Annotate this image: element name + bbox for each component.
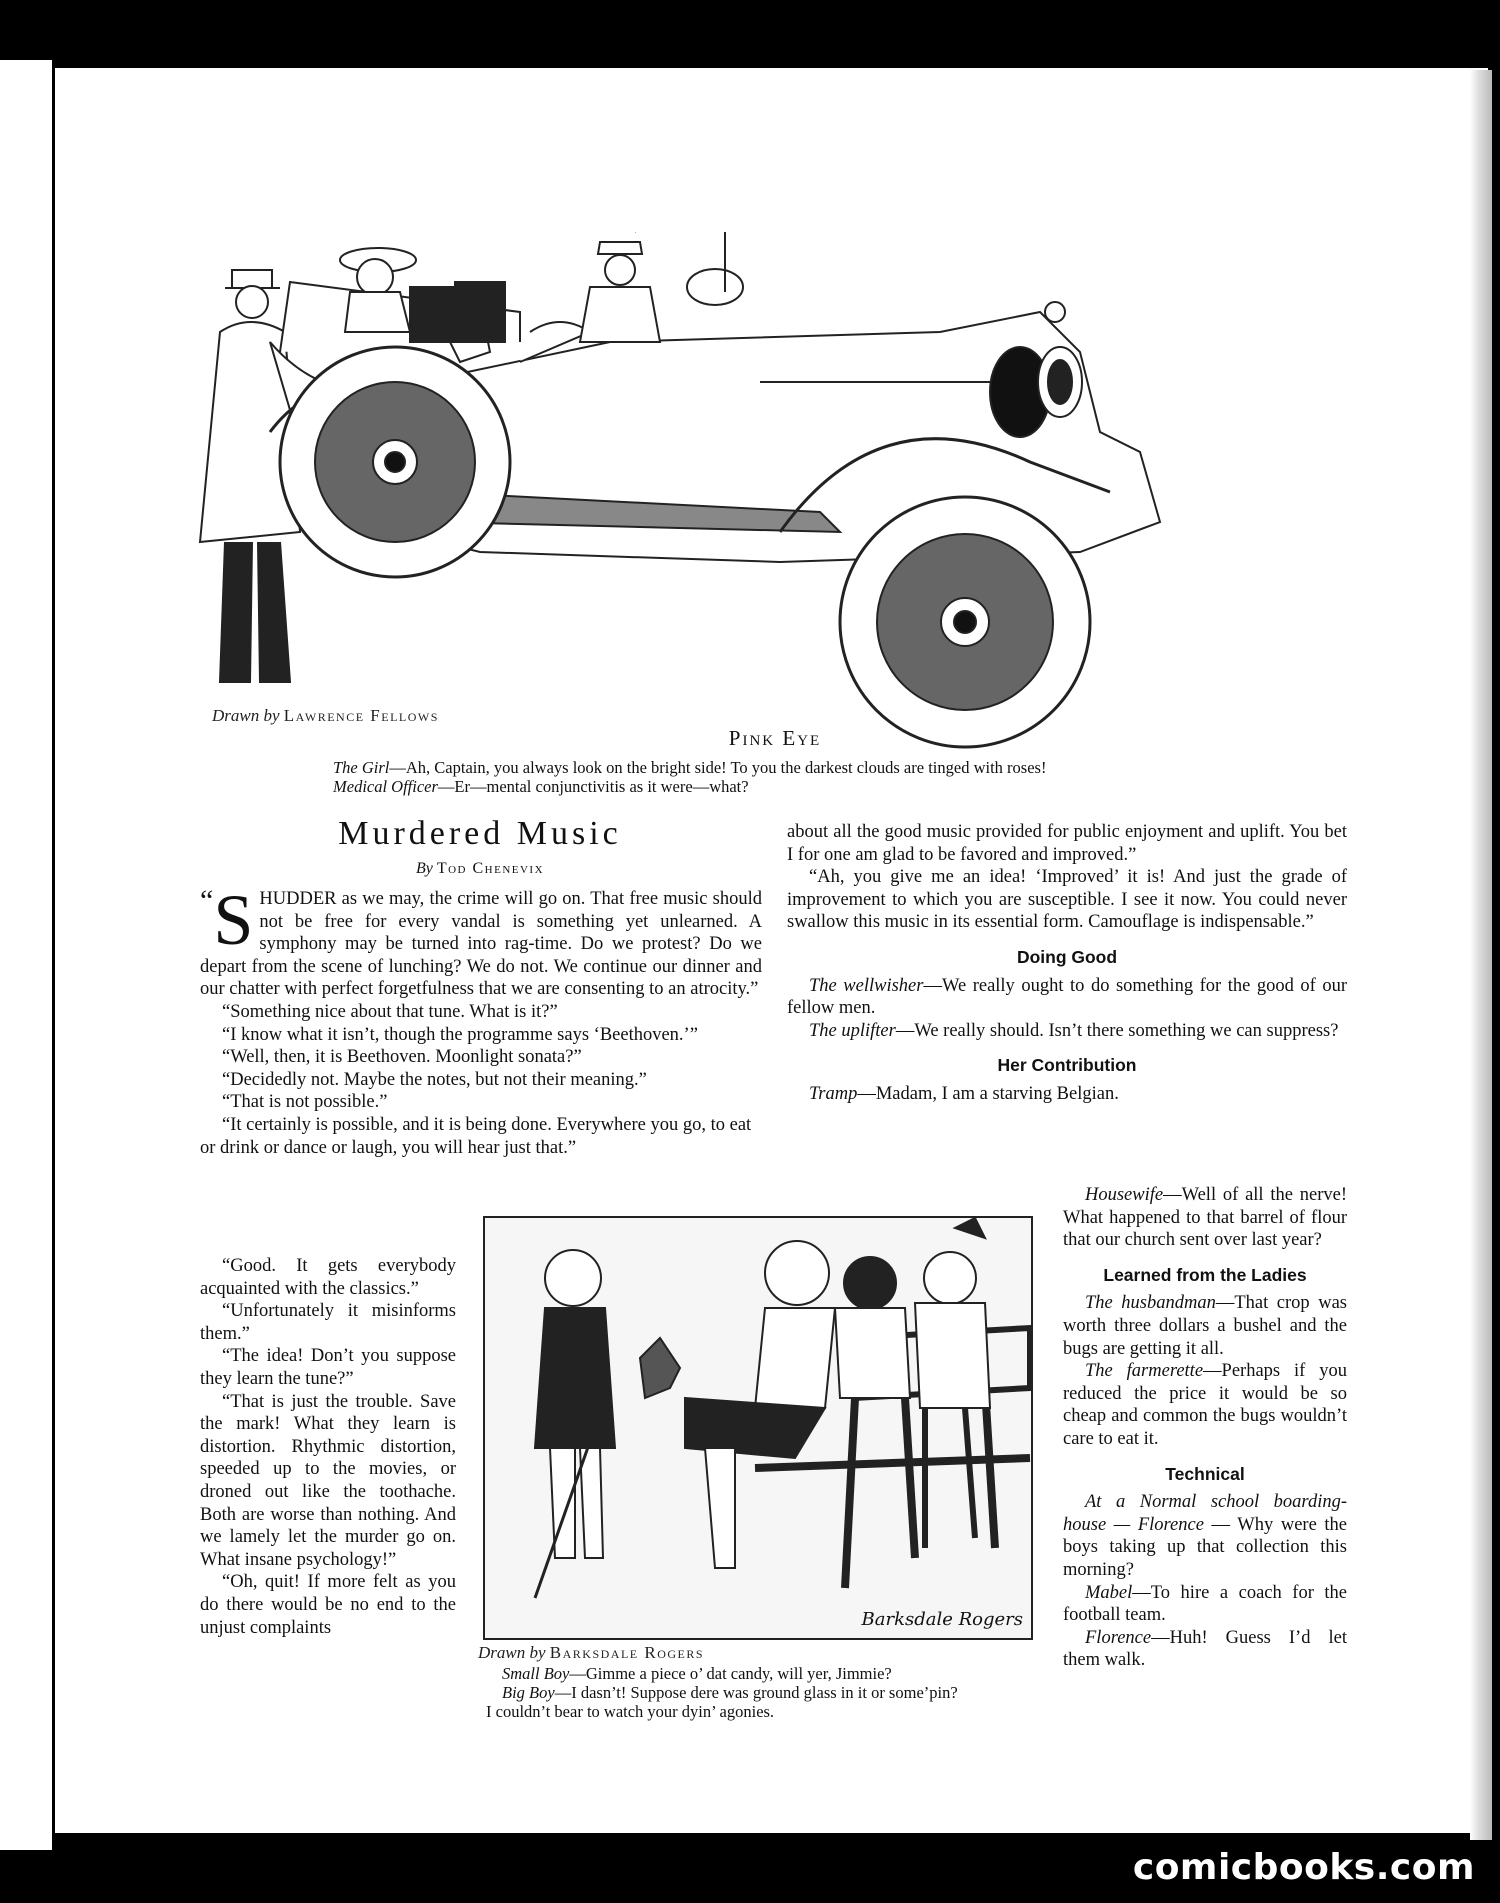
speaker: Tramp xyxy=(809,1083,858,1104)
byline-author: Tod Chenevix xyxy=(436,860,545,877)
section-heading: Her Contribution xyxy=(997,1055,1137,1076)
paragraph xyxy=(1063,1491,1347,1581)
children-illustration xyxy=(483,1216,1033,1640)
paragraph xyxy=(1063,1360,1347,1450)
credit-prefix: Drawn by xyxy=(478,1643,546,1662)
watermark: comicbooks.com xyxy=(1132,1847,1475,1888)
line-text: —Perhaps if you reduced the price it would be so cheap and common the bugs wouldn’t care to eat it. xyxy=(1063,1361,1347,1449)
top-figure-caption xyxy=(333,758,1233,796)
paragraph: “Unfortunately it misinforms them.” xyxy=(200,1301,456,1344)
speaker: Medical Officer xyxy=(333,777,438,796)
right-column-top xyxy=(787,821,1347,1106)
speaker: The Girl xyxy=(333,758,390,777)
paragraph xyxy=(1063,1627,1347,1672)
speaker: Housewife xyxy=(1085,1185,1164,1205)
paragraph: “Decidedly not. Maybe the notes, but not their meaning.” xyxy=(222,1069,647,1090)
line-text: — Why were the boys taking up that collection this morning? xyxy=(1063,1514,1347,1580)
speaker: The uplifter xyxy=(809,1020,896,1041)
speaker: At a Normal school boarding-house — Florence xyxy=(1063,1492,1347,1535)
line-text: —We really should. Isn’t there something we can suppress? xyxy=(895,1020,1339,1041)
paragraph: “That is not possible.” xyxy=(222,1092,388,1113)
byline-prefix: By xyxy=(415,860,433,877)
paragraph xyxy=(787,1020,1347,1043)
caption-line xyxy=(333,777,1233,796)
paragraph: “Oh, quit! If more felt as you do there would be no end to the unjust complaints xyxy=(200,1572,456,1638)
caption-line xyxy=(486,1683,1046,1702)
speaker: Florence xyxy=(1085,1627,1152,1648)
paragraph: “ S HUDDER as we may, the crime will go on. That free music should not be free for every vandal is something yet unlearned. A symphony may be turned into rag-time. Do we protest? Do we depart from the scene of lunching? We do not. We continue our dinner and our chatter with perfect forgetfulness that we are consenting to an atrocity.” xyxy=(200,880,762,1000)
paragraph: “The idea! Don’t you suppose they learn the tune?” xyxy=(200,1346,456,1389)
left-column-narrow xyxy=(200,1255,456,1639)
credit-prefix: Drawn by xyxy=(212,706,280,725)
facing-page-edge xyxy=(0,60,52,1850)
paragraph xyxy=(1063,1292,1347,1360)
line-text: —I dasn’t! Suppose dere was ground glass in it or some’pin? xyxy=(554,1683,958,1702)
line-text: —Madam, I am a starving Belgian. xyxy=(857,1083,1119,1104)
paragraph: “I know what it isn’t, though the programme says ‘Beethoven.’” xyxy=(222,1024,698,1045)
speaker: The farmerette xyxy=(1085,1361,1204,1382)
speaker: The husbandman xyxy=(1085,1293,1216,1314)
paragraph: “It certainly is possible, and it is being done. Everywhere you go, to eat or drink or dance or laugh, you will hear just that.” xyxy=(200,1114,752,1158)
paragraph: “Something nice about that tune. What is it?” xyxy=(222,1001,558,1022)
paragraph-text: HUDDER as we may, the crime will go on. That free music should not be free for every vandal is something yet unlearned. A symphony may be turned into rag-time. Do we protest? Do we depart from the scene of lunching? We do not. We continue our dinner and our chatter with perfect forgetfulness that we are consenting to an atrocity.” xyxy=(200,889,762,1000)
line-text: —Ah, Captain, you always look on the bright side! To you the darkest clouds are tinged with roses! xyxy=(389,758,1047,777)
section-heading: Learned from the Ladies xyxy=(1103,1264,1307,1285)
right-column-narrow xyxy=(1063,1184,1347,1672)
paragraph xyxy=(787,1083,1347,1106)
speaker: Big Boy xyxy=(502,1683,555,1702)
paragraph: about all the good music provided for public enjoyment and uplift. You bet I for one am glad to be favored and improved.” xyxy=(787,822,1347,865)
artist-signature: Barksdale Rogers xyxy=(861,1609,1023,1630)
line-text: —Huh! Guess I’d let them walk. xyxy=(1063,1627,1347,1671)
paragraph xyxy=(1063,1184,1347,1252)
drop-cap: S xyxy=(213,880,254,960)
section-heading: Technical xyxy=(1165,1463,1245,1484)
children-drawing xyxy=(485,1218,1031,1638)
paragraph: “Ah, you give me an idea! ‘Improved’ it is! And just the grade of improvement to which you are susceptible. I see it now. You could never swallow this music in its essential form. Camouflage is indispensable.” xyxy=(787,867,1347,933)
left-column-top xyxy=(200,880,762,1159)
speaker: The wellwisher xyxy=(809,975,924,996)
speaker: Small Boy xyxy=(502,1664,570,1683)
line-text: —Gimme a piece o’ dat candy, will yer, Jimmie? xyxy=(569,1664,892,1683)
bottom-figure-caption xyxy=(486,1664,1046,1721)
paragraph xyxy=(787,975,1347,1020)
credit-artist: Lawrence Fellows xyxy=(283,706,439,725)
credit-artist: Barksdale Rogers xyxy=(549,1643,705,1662)
line-text: —That crop was worth three dollars a bushel and the bugs are getting it all. xyxy=(1063,1293,1347,1359)
caption-line xyxy=(486,1664,1046,1683)
top-figure-title: Pink Eye xyxy=(728,726,822,750)
paragraph: “That is just the trouble. Save the mark! What they learn is distortion. Rhythmic distortion, speeded up to the movies, or droned out like the toothache. Both are worse than nothing. And we lamely let the murder go on. What insane psychology!” xyxy=(200,1391,456,1570)
bottom-figure-credit xyxy=(478,1643,704,1663)
speaker: Mabel xyxy=(1085,1582,1133,1603)
paragraph: “Good. It gets everybody acquainted with the classics.” xyxy=(200,1256,456,1299)
line-text: —To hire a coach for the football team. xyxy=(1063,1582,1347,1626)
paragraph xyxy=(1063,1582,1347,1627)
line-text: —Well of all the nerve! What happened to that barrel of flour that our church sent over last year? xyxy=(1063,1185,1347,1251)
section-heading: Doing Good xyxy=(1016,946,1118,967)
line-text: —Er—mental conjunctivitis as it were—what? xyxy=(437,777,749,796)
article-title: Murdered Music xyxy=(338,815,622,852)
top-figure-credit xyxy=(212,706,439,726)
caption-line: I couldn’t bear to watch your dyin’ agonies. xyxy=(486,1702,775,1721)
line-text: —We really ought to do something for the good of our fellow men. xyxy=(787,975,1347,1019)
article-byline xyxy=(200,860,760,878)
paragraph: “Well, then, it is Beethoven. Moonlight sonata?” xyxy=(222,1047,582,1068)
car-illustration xyxy=(180,232,1370,752)
page-edge-shadow xyxy=(1470,70,1492,1840)
caption-line xyxy=(333,758,1233,777)
